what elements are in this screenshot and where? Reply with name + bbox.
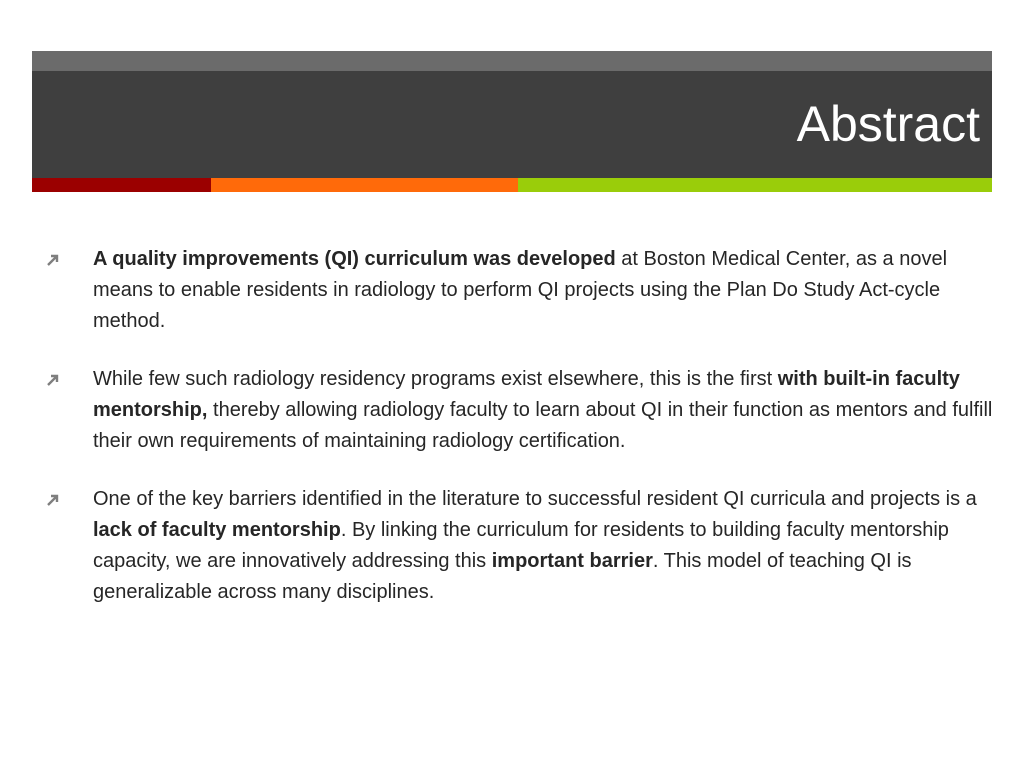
bullet-item [44,244,994,337]
arrow-up-right-icon [44,364,66,395]
bullet-text: While few such radiology residency programs exist elsewhere, this is the first [93,368,778,390]
bullet-emphasis: with built-in faculty mentorship, [93,368,960,421]
header-top-band [32,51,992,71]
bullet-text: . By linking the curriculum for residents to building faculty mentorship capacity, we are innovatively addressing this [93,519,949,572]
bullet-item [44,484,994,608]
arrow-up-right-icon [44,484,66,515]
bullet-text: One of the key barriers identified in the literature to successful resident QI curricula and projects is a [93,488,977,510]
bullet-text: . This model of teaching QI is generalizable across many disciplines. [93,550,912,603]
arrow-up-right-icon [44,244,66,275]
bullet-text: thereby allowing radiology faculty to learn about QI in their function as mentors and fulfill their own requirements of maintaining radiology certification. [93,399,993,452]
accent-bar-red [32,178,211,192]
bullet-emphasis: lack of faculty mentorship [93,519,341,541]
bullet-emphasis: important barrier [491,550,653,572]
bullet-list [44,244,994,635]
header-band [32,71,992,178]
bullet-emphasis: A quality improvements (QI) curriculum was developed [93,248,616,270]
accent-bar-green [518,178,992,192]
bullet-item [44,364,994,457]
bullet-text: at Boston Medical Center, as a novel means to enable residents in radiology to perform QI projects using the Plan Do Study Act-cycle method. [93,248,948,332]
slide-title: Abstract [796,96,980,152]
accent-bar-orange [211,178,518,192]
